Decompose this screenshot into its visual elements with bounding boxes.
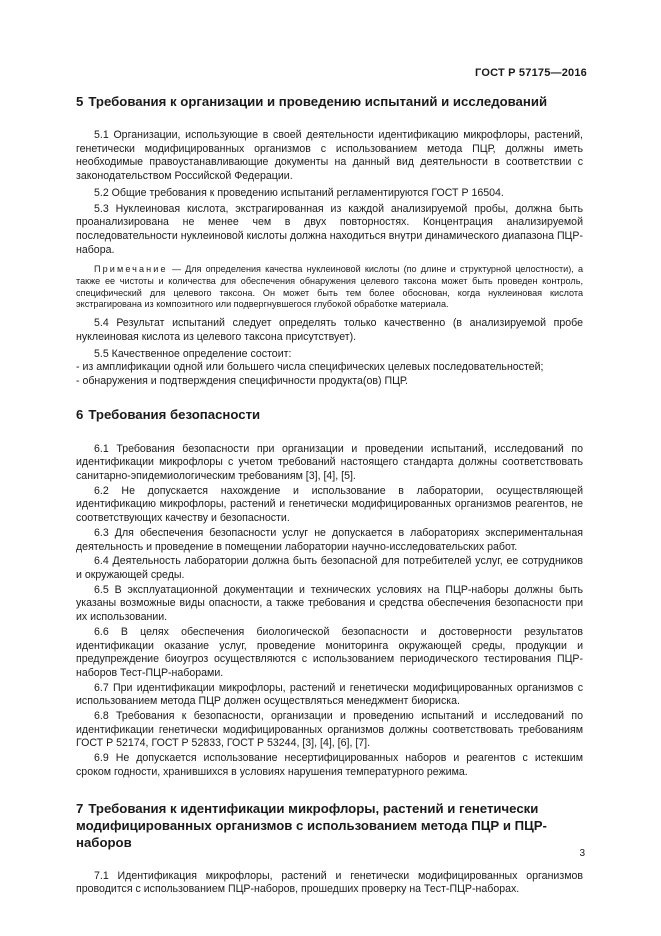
- note: [76, 264, 583, 311]
- paragraph-5-4: 5.4 Результат испытаний следует определять только качественно (в анализируемой пробе нуклеиновая кислота из целевого таксона присутствует).: [76, 317, 583, 343]
- note-text: — Для определения качества нуклеиновой кислоты (по длине и структурной целостности), а также ее чистоты и количества для обеспечения обнаружения целевого таксона может быть проведен контроль, специфический для целевого таксона. Он может быть тем более обоснован, когда нуклеиновая кислота экстрагирована из композитного или подвергнувшегося глубокой обработке материала.: [76, 264, 584, 310]
- paragraph-7-1: 7.1 Идентификация микрофлоры, растений и генетически модифицированных организмов проводится с использованием ПЦР-наборов, прошедших проверку на Тест-ПЦР-наборах.: [76, 869, 583, 896]
- section-heading: 5 Требования к организации и проведению испытаний и исследований: [76, 94, 548, 109]
- paragraph-6-5: 6.5 В эксплуатационной документации и технических условиях на ПЦР-наборы должны быть указаны возможные виды опасности, а также требования и средства обеспечения безопасности при их использовании.: [76, 583, 583, 624]
- paragraph-5-2: 5.2 Общие требования к проведению испытаний регламентируются ГОСТ Р 16504.: [94, 186, 504, 199]
- paragraph-5-3: 5.3 Нуклеиновая кислота, экстрагированная из каждой анализируемой пробы, должна быть проанализирована не менее чем в двух повторностях. Концентрация анализируемой последовательности нуклеиновой кислоты должна находиться внутри динамического диапазона ПЦР-набора.: [76, 202, 583, 256]
- section-heading: 6 Требования безопасности: [76, 406, 261, 422]
- paragraph-5-1: 5.1 Организации, использующие в своей деятельности идентификацию микрофлоры, растений, генетически модифицированных организмов с использованием метода ПЦР, должны иметь необходимые правоустанавливающие документы на данный вид деятельности в соответствии с законодательством Российской Федерации.: [76, 129, 583, 183]
- paragraph-6-9: 6.9 Не допускается использование несертифицированных наборов и реагентов с истекшим сроком годности, хранившихся в условиях нарушения температурного режима.: [76, 752, 583, 778]
- standard-designation: ГОСТ Р 57175—2016: [475, 67, 587, 79]
- page-number: 3: [579, 848, 585, 859]
- paragraph-6-1: 6.1 Требования безопасности при организации и проведении испытаний, исследований по идентификации микрофлоры с учетом требований настоящего стандарта должны соответствовать санитарно-эпидемиологическим требованиям [3], [4], [5].: [76, 442, 583, 483]
- paragraph-6-6: 6.6 В целях обеспечения биологической безопасности и достоверности результатов идентификации оказание услуг, проведение мониторинга окружающей среды, продукции и предупреждение биоугроз осуществляются с использованием периодического тестирования ПЦР-наборов Тест-ПЦР-наборами.: [76, 625, 583, 679]
- note-label: Примечание: [94, 264, 168, 275]
- section-6: [76, 407, 583, 780]
- paragraph-6-3: 6.3 Для обеспечения безопасности услуг не допускается в лабораториях экспериментальная деятельность и проведение в помещении лаборатории научно-исследовательских работ.: [76, 526, 583, 553]
- paragraph-6-8: 6.8 Требования к безопасности, организации и проведению испытаний и исследований по идентификации генетически модифицированных организмов должны соответствовать требованиям ГОСТ Р 52174, ГОСТ Р 52833, ГОСТ Р 53244, [3], [4], [6], [7].: [76, 710, 583, 750]
- list-item: - из амплификации одной или большего числа специфических целевых последовательностей;: [76, 361, 544, 374]
- section-heading: 7 Требования к идентификации микрофлоры, растений и генетически модифицированных организмов с использованием метода ПЦР и ПЦР-наборов: [76, 800, 547, 850]
- list-item: - обнаружения и подтверждения специфичности продукта(ов) ПЦР.: [76, 374, 408, 387]
- section-7: [76, 800, 583, 897]
- page-content: [76, 94, 583, 897]
- paragraph-6-7: 6.7 При идентификации микрофлоры, растений и генетически модифицированных организмов с использованием метода ПЦР должен осуществляться менеджмент биориска.: [76, 681, 583, 708]
- paragraph-6-2: 6.2 Не допускается нахождение и использование в лаборатории, осуществляющей идентификацию микрофлоры, растений и генетически модифицированных организмов реагентов, не соответствующих качеству и безопасности.: [76, 484, 583, 525]
- section-5: [76, 94, 583, 389]
- paragraph-6-4: 6.4 Деятельность лаборатории должна быть безопасной для потребителей услуг, ее сотрудников и окружающей среды.: [76, 555, 583, 581]
- paragraph-5-5: 5.5 Качественное определение состоит:: [94, 347, 292, 360]
